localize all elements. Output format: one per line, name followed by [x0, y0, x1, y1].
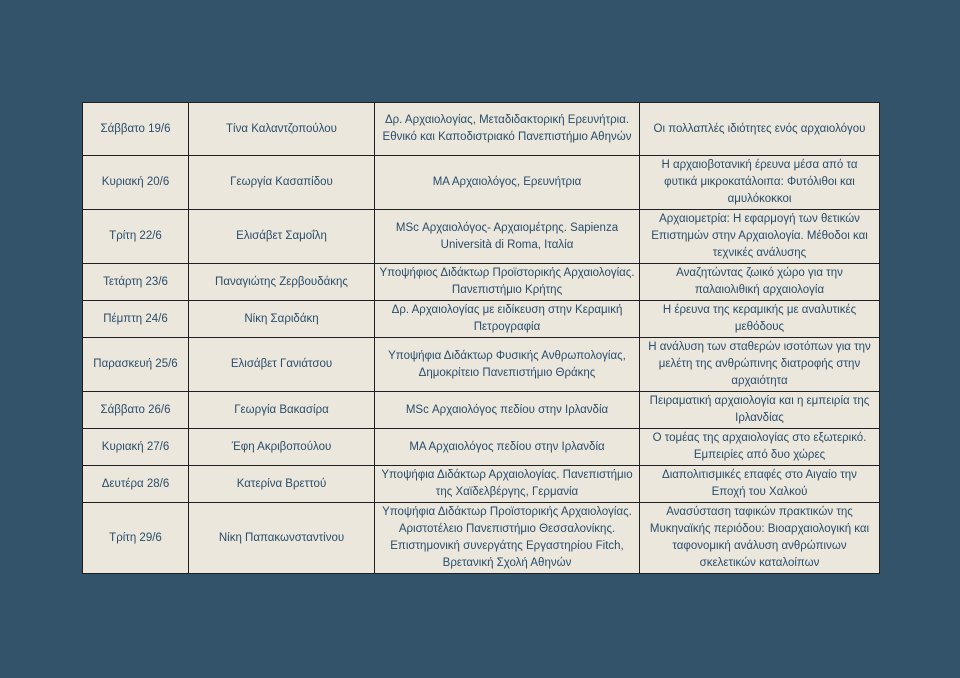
date-cell: Κυριακή 27/6: [83, 429, 189, 466]
topic-cell: Διαπολιτισμικές επαφές στο Αιγαίο την Εποχή του Χαλκού: [640, 466, 880, 503]
table-row: [83, 392, 880, 429]
table-row: [83, 429, 880, 466]
date-cell: Τετάρτη 23/6: [83, 264, 189, 301]
speaker-cell: Έφη Ακριβοπούλου: [189, 429, 375, 466]
topic-cell: Πειραματική αρχαιολογία και η εμπειρία της Ιρλανδίας: [640, 392, 880, 429]
speaker-cell: Παναγιώτης Ζερβουδάκης: [189, 264, 375, 301]
table-row: [83, 103, 880, 156]
table-row: [83, 301, 880, 338]
topic-cell: Ανασύσταση ταφικών πρακτικών της Μυκηναϊκής περιόδου: Βιοαρχαιολογική και ταφονομική ανάλυση ανθρώπινων σκελετικών καταλοίπων: [640, 503, 880, 574]
speaker-cell: Γεωργία Κασαπίδου: [189, 156, 375, 210]
table-row: [83, 156, 880, 210]
date-cell: Παρασκευή 25/6: [83, 338, 189, 392]
credentials-cell: Δρ. Αρχαιολογίας με ειδίκευση στην Κεραμική Πετρογραφία: [375, 301, 640, 338]
topic-cell: Ο τομέας της αρχαιολογίας στο εξωτερικό. Εμπειρίες από δυο χώρες: [640, 429, 880, 466]
speaker-cell: Γεωργία Βακασίρα: [189, 392, 375, 429]
credentials-cell: Υποψήφιος Διδάκτωρ Προϊστορικής Αρχαιολογίας. Πανεπιστήμιο Κρήτης: [375, 264, 640, 301]
date-cell: Κυριακή 20/6: [83, 156, 189, 210]
table-row: [83, 210, 880, 264]
credentials-cell: Υποψήφια Διδάκτωρ Προϊστορικής Αρχαιολογίας. Αριστοτέλειο Πανεπιστήμιο Θεσσαλονίκης. Επιστημονική συνεργάτης Εργαστηρίου Fitch, Βρετανική Σχολή Αθηνών: [375, 503, 640, 574]
lecture-schedule: [82, 102, 879, 574]
credentials-cell: MSc Αρχαιολόγος πεδίου στην Ιρλανδία: [375, 392, 640, 429]
speaker-cell: Ελισάβετ Γανιάτσου: [189, 338, 375, 392]
table-row: [83, 264, 880, 301]
topic-cell: Η ανάλυση των σταθερών ισοτόπων για την μελέτη της ανθρώπινης διατροφής στην αρχαιότητα: [640, 338, 880, 392]
credentials-cell: Υποψήφια Διδάκτωρ Φυσικής Ανθρωπολογίας, Δημοκρίτειο Πανεπιστήμιο Θράκης: [375, 338, 640, 392]
speaker-cell: Ελισάβετ Σαμοΐλη: [189, 210, 375, 264]
credentials-cell: MSc Αρχαιολόγος- Αρχαιομέτρης. Sapienza Università di Roma, Ιταλία: [375, 210, 640, 264]
table-row: [83, 338, 880, 392]
speaker-cell: Κατερίνα Βρεττού: [189, 466, 375, 503]
schedule-table: [82, 102, 880, 574]
topic-cell: Η έρευνα της κεραμικής με αναλυτικές μεθόδους: [640, 301, 880, 338]
date-cell: Τρίτη 22/6: [83, 210, 189, 264]
table-row: [83, 466, 880, 503]
speaker-cell: Νίκη Παπακωνσταντίνου: [189, 503, 375, 574]
credentials-cell: Δρ. Αρχαιολογίας, Μεταδιδακτορική Ερευνήτρια. Εθνικό και Καποδιστριακό Πανεπιστήμιο Αθηνών: [375, 103, 640, 156]
date-cell: Δευτέρα 28/6: [83, 466, 189, 503]
credentials-cell: ΜΑ Αρχαιολόγος πεδίου στην Ιρλανδία: [375, 429, 640, 466]
speaker-cell: Τίνα Καλαντζοπούλου: [189, 103, 375, 156]
topic-cell: Οι πολλαπλές ιδιότητες ενός αρχαιολόγου: [640, 103, 880, 156]
topic-cell: Αρχαιομετρία: Η εφαρμογή των θετικών Επιστημών στην Αρχαιολογία. Μέθοδοι και τεχνικές ανάλυσης: [640, 210, 880, 264]
credentials-cell: Υποψήφια Διδάκτωρ Αρχαιολογίας. Πανεπιστήμιο της Χαϊδελβέργης, Γερμανία: [375, 466, 640, 503]
date-cell: Σάββατο 19/6: [83, 103, 189, 156]
date-cell: Πέμπτη 24/6: [83, 301, 189, 338]
date-cell: Σάββατο 26/6: [83, 392, 189, 429]
table-row: [83, 503, 880, 574]
topic-cell: Αναζητώντας ζωικό χώρο για την παλαιολιθική αρχαιολογία: [640, 264, 880, 301]
speaker-cell: Νίκη Σαριδάκη: [189, 301, 375, 338]
topic-cell: Η αρχαιοβοτανική έρευνα μέσα από τα φυτικά μικροκατάλοιπα: Φυτόλιθοι και αμυλόκοκκοι: [640, 156, 880, 210]
credentials-cell: ΜΑ Αρχαιολόγος, Ερευνήτρια: [375, 156, 640, 210]
date-cell: Τρίτη 29/6: [83, 503, 189, 574]
